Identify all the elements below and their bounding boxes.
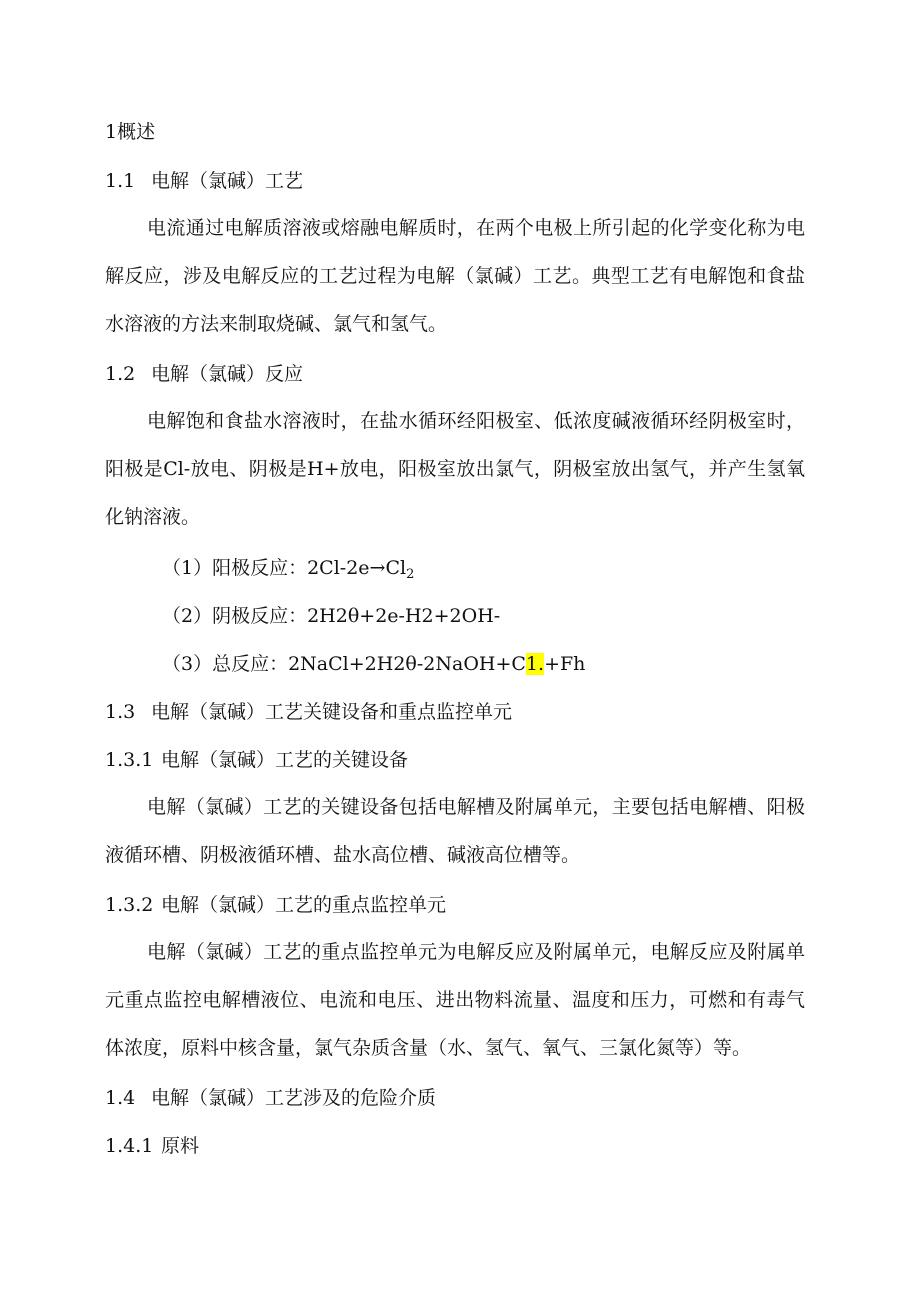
heading-title: 电解（氯碱）反应 bbox=[151, 363, 304, 385]
heading-number: 1.3 bbox=[105, 701, 136, 723]
equation-formula: 2Cl-2e→Cl bbox=[307, 557, 407, 579]
heading-1-3-2 bbox=[105, 893, 446, 917]
heading-number: 1.2 bbox=[105, 363, 136, 385]
equation-formula-tail: +Fh bbox=[544, 653, 586, 675]
heading-title: 电解（氯碱）工艺涉及的危险介质 bbox=[151, 1087, 437, 1109]
equation-label: （3）总反应： bbox=[162, 653, 289, 675]
equation-label: （1）阳极反应： bbox=[162, 557, 308, 579]
heading-1-3 bbox=[105, 700, 512, 724]
heading-1-4 bbox=[105, 1086, 436, 1110]
paragraph-electrolysis-definition: 电流通过电解质溶液或熔融电解质时，在两个电极上所引起的化学变化称为电解反应，涉及电解反应的工艺过程为电解（氯碱）工艺。典型工艺有电解饱和食盐水溶液的方法来制取烧碱、氯气和氢气。 bbox=[105, 217, 805, 335]
heading-title: 原料 bbox=[161, 1135, 200, 1157]
heading-title: 电解（氯碱）工艺的关键设备 bbox=[161, 749, 409, 771]
heading-1-2 bbox=[105, 362, 303, 386]
heading-number: 1.3.1 bbox=[105, 749, 154, 771]
heading-1-1 bbox=[105, 169, 303, 193]
paragraph-key-equipment: 电解（氯碱）工艺的关键设备包括电解槽及附属单元，主要包括电解槽、阳极液循环槽、阴极液循环槽、盐水高位槽、碱液高位槽等。 bbox=[105, 796, 805, 866]
heading-number: 1.4 bbox=[105, 1087, 136, 1109]
heading-title: 电解（氯碱）工艺 bbox=[151, 170, 304, 192]
paragraph-electrolysis-reaction: 电解饱和食盐水溶液时，在盐水循环经阳极室、低浓度碱液循环经阴极室时，阳极是Cl-放电、阴极是H+放电，阳极室放出氯气，阴极室放出氢气，并产生氢氧化钠溶液。 bbox=[105, 410, 805, 528]
highlighted-text: 1. bbox=[525, 653, 545, 675]
heading-title: 电解（氯碱）工艺的重点监控单元 bbox=[161, 894, 447, 916]
heading-title: 电解（氯碱）工艺关键设备和重点监控单元 bbox=[151, 701, 513, 723]
heading-number: 1.4.1 bbox=[105, 1135, 154, 1157]
equation-cathode bbox=[162, 604, 500, 628]
equation-label: （2）阴极反应： bbox=[162, 605, 308, 627]
equation-subscript: 2 bbox=[406, 567, 415, 582]
equation-formula: 2H2θ+2e-H2+2OH- bbox=[307, 605, 501, 627]
paragraph-monitoring-units: 电解（氯碱）工艺的重点监控单元为电解反应及附属单元，电解反应及附属单元重点监控电解槽液位、电流和电压、进出物料流量、温度和压力，可燃和有毒气体浓度，原料中核含量，氯气杂质含量（水、氢气、氧气、三氯化氮等）等。 bbox=[105, 941, 805, 1059]
equation-total bbox=[162, 652, 585, 676]
heading-number: 1.1 bbox=[105, 170, 136, 192]
equation-anode bbox=[162, 556, 414, 580]
heading-1-3-1 bbox=[105, 748, 408, 772]
heading-overview: 1概述 bbox=[105, 121, 156, 143]
equation-formula: 2NaCl+2H2θ-2NaOH+C bbox=[288, 653, 526, 675]
heading-1-4-1 bbox=[105, 1134, 199, 1158]
heading-number: 1.3.2 bbox=[105, 894, 154, 916]
